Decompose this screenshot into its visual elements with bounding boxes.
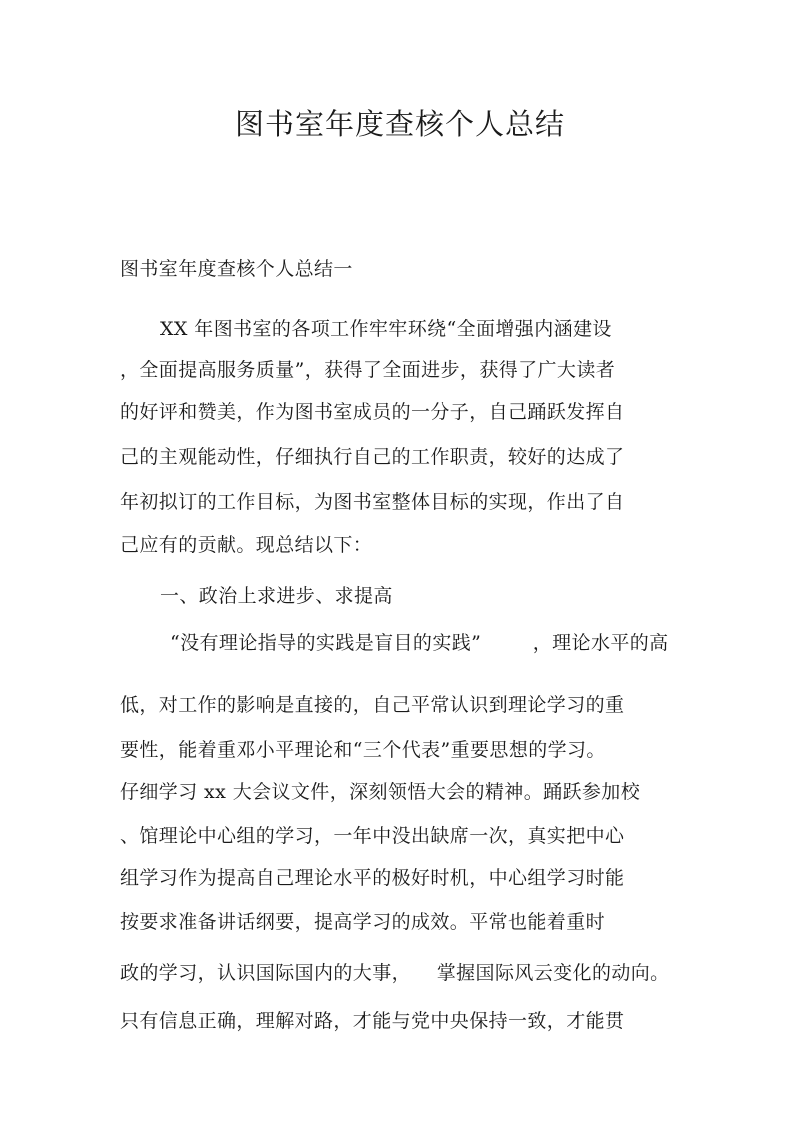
paragraph-line: 己的主观能动性，仔细执行自己的工作职责，较好的达成了 [120,446,625,468]
paragraph-line: 的好评和赞美，作为图书室成员的一分子，自己踊跃发挥自 [120,401,625,423]
paragraph-line: 仔细学习 xx 大会议文件，深刻领悟大会的精神。踊跃参加校 [120,781,641,803]
paragraph-line: 年初拟订的工作目标，为图书室整体目标的实现，作出了自 [120,491,625,513]
paragraph-line: “没有理论指导的实践是盲目的实践” ，理论水平的高 [170,632,669,654]
paragraph-line: 低，对工作的影响是直接的，自己平常认识到理论学习的重 [120,694,625,716]
section-subtitle: 图书室年度查核个人总结一 [120,258,353,280]
paragraph-line: 、馆理论中心组的学习，一年中没出缺席一次，真实把中心 [120,825,625,847]
section-heading: 一、政治上求进步、求提高 [160,585,393,607]
paragraph-line: XX 年图书室的各项工作牢牢环绕“全面增强内涵建设 [160,318,612,340]
paragraph-line: 己应有的贡献。现总结以下： [120,534,373,556]
paragraph-line: ，全面提高服务质量”，获得了全面进步，获得了广大读者 [120,359,616,381]
paragraph-line: 按要求准备讲话纲要，提高学习的成效。平常也能着重时 [120,911,606,933]
paragraph-line: 组学习作为提高自己理论水平的极好时机，中心组学习时能 [120,867,625,889]
paragraph-line: 要性，能着重邓小平理论和“三个代表”重要思想的学习。 [120,739,606,761]
paragraph-line: 只有信息正确，理解对路，才能与党中央保持一致，才能贯 [120,1010,625,1032]
paragraph-line: 政的学习，认识国际国内的大事， 掌握国际风云变化的动向。 [120,962,670,984]
document-title: 图书室年度查核个人总结 [234,107,565,141]
